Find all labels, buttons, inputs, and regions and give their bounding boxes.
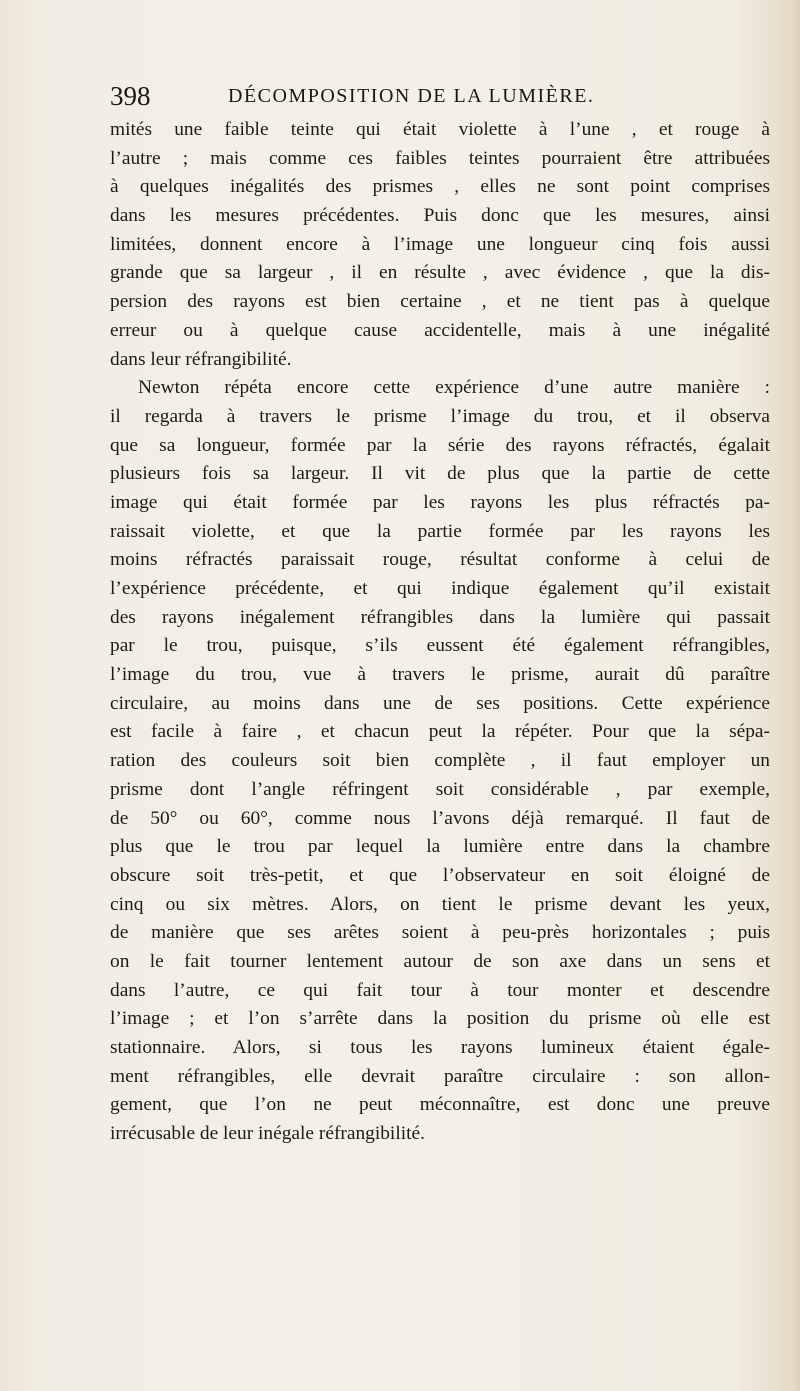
text-line: par le trou, puisque, s’ils eussent été également réfrangibles, — [110, 635, 770, 657]
text-line: dans leur réfrangibilité. — [110, 348, 292, 370]
text-line: de 50° ou 60°, comme nous l’avons déjà remarqué. Il faut de — [110, 807, 770, 829]
text-line: cinq ou six mètres. Alors, on tient le prisme devant les yeux, — [110, 893, 770, 915]
text-line: des rayons inégalement réfrangibles dans la lumière qui passait — [110, 606, 770, 628]
text-line: Newton répéta encore cette expérience d’une autre manière : — [138, 377, 770, 399]
text-line: on le fait tourner lentement autour de son axe dans un sens et — [110, 950, 770, 972]
text-line: ration des couleurs soit bien complète , il faut employer un — [110, 750, 770, 772]
text-line: l’expérience précédente, et qui indique également qu’il existait — [110, 578, 770, 599]
text-line: à quelques inégalités des prismes , elles ne sont point comprises — [110, 176, 770, 198]
text-line: ment réfrangibles, elle devrait paraître circulaire : son allon- — [110, 1065, 770, 1087]
text-line: persion des rayons est bien certaine , et ne tient pas à quelque — [110, 291, 770, 313]
text-line: erreur ou à quelque cause accidentelle, mais à une inégalité — [110, 319, 770, 341]
text-line: l’image du trou, vue à travers le prisme, aurait dû paraître — [110, 664, 770, 686]
text-line: que sa longueur, formée par la série des rayons réfractés, égalait — [110, 434, 770, 456]
text-line: plusieurs fois sa largeur. Il vit de plus que la partie de cette — [110, 463, 770, 485]
body-text — [110, 116, 770, 1149]
text-line: dans les mesures précédentes. Puis donc que les mesures, ainsi — [110, 205, 770, 227]
text-line: irrécusable de leur inégale réfrangibilité. — [110, 1123, 425, 1145]
text-line: mités une faible teinte qui était violette à l’une , et rouge à — [110, 119, 770, 140]
text-line: stationnaire. Alors, si tous les rayons lumineux étaient égale- — [110, 1037, 770, 1058]
text-line: grande que sa largeur , il en résulte , avec évidence , que la dis- — [110, 262, 770, 284]
text-line: prisme dont l’angle réfringent soit considérable , par exemple, — [110, 778, 770, 800]
text-line: l’image ; et l’on s’arrête dans la position du prisme où elle est — [110, 1008, 770, 1030]
page-number: 398 — [110, 81, 151, 111]
text-line: de manière que ses arêtes soient à peu-près horizontales ; puis — [110, 922, 770, 944]
text-line: est facile à faire , et chacun peut la répéter. Pour que la sépa- — [110, 721, 770, 743]
text-line: l’autre ; mais comme ces faibles teintes pourraient être attribuées — [110, 147, 770, 169]
text-line: raissait violette, et que la partie formée par les rayons les — [110, 520, 770, 542]
text-line: moins réfractés paraissait rouge, résultat conforme à celui de — [110, 549, 770, 571]
text-line: plus que le trou par lequel la lumière entre dans la chambre — [110, 836, 770, 858]
text-line: image qui était formée par les rayons les plus réfractés pa- — [110, 491, 770, 513]
text-line: limitées, donnent encore à l’image une longueur cinq fois aussi — [110, 233, 770, 255]
page-header — [110, 76, 760, 116]
text-line: dans l’autre, ce qui fait tour à tour monter et descendre — [110, 979, 770, 1001]
text-line: il regarda à travers le prisme l’image du trou, et il observa — [110, 405, 770, 427]
page-edge-shading — [778, 0, 800, 1391]
running-head: DÉCOMPOSITION DE LA LUMIÈRE. — [228, 85, 595, 107]
text-line: obscure soit très-petit, et que l’observateur en soit éloigné de — [110, 864, 770, 886]
text-line: gement, que l’on ne peut méconnaître, est donc une preuve — [110, 1094, 770, 1116]
text-line: circulaire, au moins dans une de ses positions. Cette expérience — [110, 692, 770, 714]
